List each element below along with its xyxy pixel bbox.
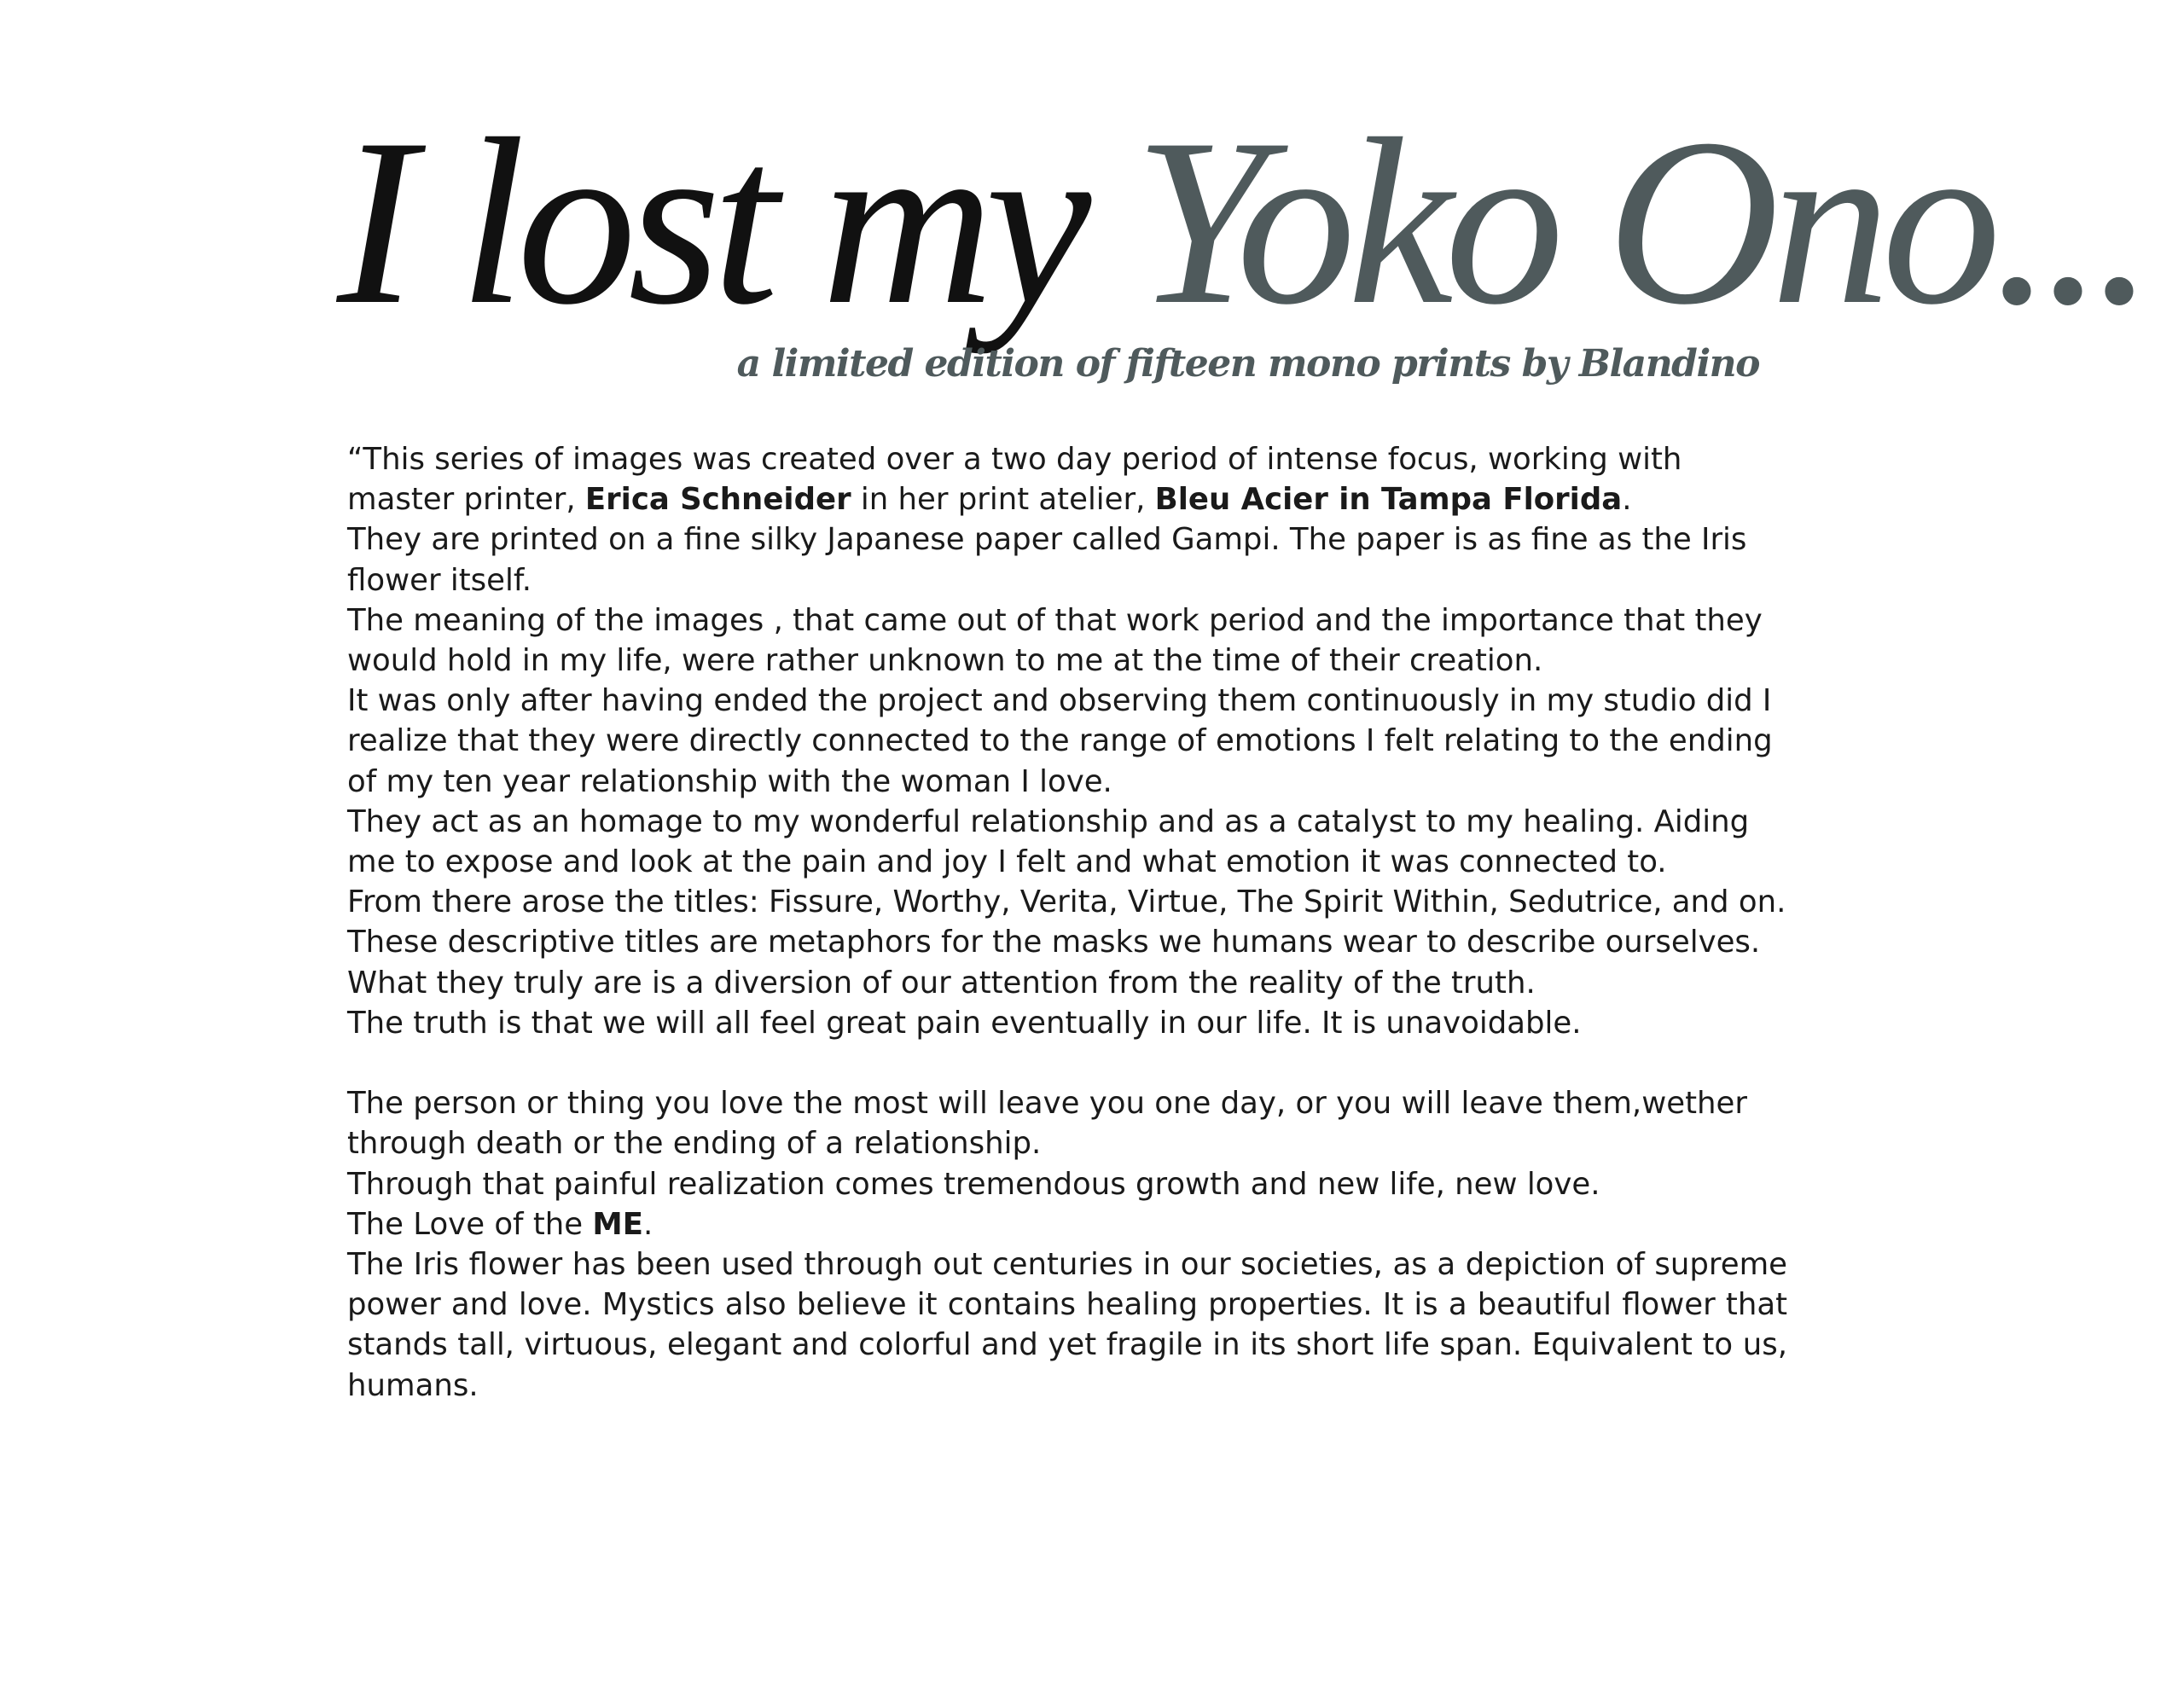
printer-name: Erica Schneider [584,482,851,518]
paragraph-1-text-a: “This series of images was created over a two day period of intense focus, working with master printer, [347,442,1682,518]
paragraph-8: The truth is that we will all feel great pain eventually in our life. It is unavoidable. [347,1005,1582,1041]
paragraph-11-emphasis: ME [592,1206,643,1242]
title-part-2-accent: Yoko Ono... [1134,89,2146,354]
paragraph-6: From there arose the titles: Fissure, Worthy, Verita, Virtue, The Spirit Within, Sedutrice, and on. [347,885,1786,920]
page-title [337,89,2146,354]
paragraph-5: They act as an homage to my wonderful relationship and as a catalyst to my healing. Aiding me to expose and look at the pain and joy I felt and what emotion it was connected to. [347,803,1750,880]
paragraph-11-text-b: . [642,1206,653,1242]
page-subtitle: a limited edition of fifteen mono prints by Blandino [736,342,1759,386]
paragraph-1-text-b: in her print atelier, [851,482,1155,518]
paragraph-12: The Iris flower has been used through out centuries in our societies, as a depiction of supreme power and love. Mystics also believe it contains healing properties. It is a beautiful flower that stands tall, virtuous, elegant and colorful and yet fragile in its short life span. Equivalent to us, humans. [347,1247,1787,1403]
paragraph-3: The meaning of the images , that came out of that work period and the importance that they would hold in my life, were rather unknown to me at the time of their creation. [347,602,1763,679]
body-text [347,439,1787,1406]
paragraph-7: These descriptive titles are metaphors for the masks we humans wear to describe ourselves. What they truly are is a diversion of our attention from the reality of the truth. [347,925,1761,1001]
paragraph-11 [347,1204,1787,1244]
paragraph-4: It was only after having ended the project and observing them continuously in my studio did I realize that they were directly connected to the range of emotions I felt relating to the ending of my ten year relationship with the woman I love. [347,683,1773,799]
paragraph-1-text-c: . [1622,482,1632,518]
paragraph-2: They are printed on a fine silky Japanese paper called Gampi. The paper is as fine as the Iris flower itself. [347,522,1747,598]
paragraph-1 [347,439,1787,519]
title-part-1: I lost my [337,89,1135,354]
paragraph-11-text-a: The Love of the [347,1206,593,1242]
atelier-name: Bleu Acier in Tampa Florida [1154,482,1623,518]
paragraph-9: The person or thing you love the most will leave you one day, or you will leave them,wether through death or the ending of a relationship. [347,1086,1747,1162]
paragraph-10: Through that painful realization comes tremendous growth and new life, new love. [347,1166,1600,1202]
